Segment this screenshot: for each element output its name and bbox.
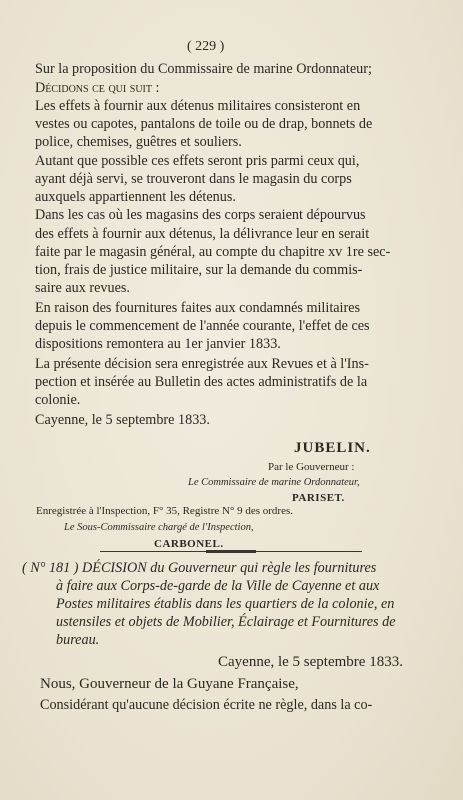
text-line-11: faite par le magasin général, au compte du chapitre xv 1re sec-: [35, 244, 391, 260]
decision-title-line-5: bureau.: [56, 632, 100, 648]
decision-title-line-1: ( N° 181 ) DÉCISION du Gouverneur qui règle les fournitures: [22, 560, 377, 576]
nous-line: Nous, Gouverneur de la Guyane Française,: [40, 676, 299, 692]
text-line-16: dispositions remontera au 1er janvier 1833.: [35, 336, 281, 352]
text-line-13: saire aux revues.: [35, 280, 130, 296]
text-line-10: des effets à fournir aux détenus, la délivrance leur en serait: [35, 226, 370, 242]
text-line-7: ayant déjà servi, se trouveront dans le magasin du corps: [35, 171, 352, 187]
text-line-15: depuis le commencement de l'année courante, l'effet de ces: [35, 318, 370, 334]
commissaire-name: PARISET.: [292, 492, 345, 504]
signature-name: JUBELIN.: [294, 440, 371, 456]
section-divider: [100, 551, 362, 552]
text-line-3: Les effets à fournir aux détenus militaires consisteront en: [35, 98, 361, 114]
decision-title-line-2: à faire aux Corps-de-garde de la Ville de Cayenne et aux: [56, 578, 380, 594]
sous-commissaire-title: Le Sous-Commissaire chargé de l'Inspection,: [64, 522, 254, 533]
text-line-12: tion, frais de justice militaire, sur la demande du commis-: [35, 262, 363, 278]
sous-commissaire-name: CARBONEL.: [154, 538, 224, 550]
considerant-line: Considérant qu'aucune décision écrite ne règle, dans la co-: [40, 697, 373, 713]
commissaire-title: Le Commissaire de marine Ordonnateur,: [188, 477, 360, 488]
text-line-17: La présente décision sera enregistrée aux Revues et à l'Ins-: [35, 356, 369, 372]
text-line-5: police, chemises, guêtres et souliers.: [35, 134, 242, 150]
text-line-6: Autant que possible ces effets seront pris parmi ceux qui,: [35, 153, 360, 169]
text-line-20: Cayenne, le 5 septembre 1833.: [35, 412, 210, 428]
by-governor: Par le Gouverneur :: [268, 461, 355, 473]
text-line-18: pection et insérée au Bulletin des actes administratifs de la: [35, 374, 368, 390]
decision-date: Cayenne, le 5 septembre 1833.: [218, 654, 403, 670]
text-line-8: auxquels appartiennent les détenus.: [35, 189, 236, 205]
text-line-9: Dans les cas où les magasins des corps seraient dépourvus: [35, 207, 366, 223]
text-line-1: Sur la proposition du Commissaire de marine Ordonnateur;: [35, 61, 372, 77]
text-line-19: colonie.: [35, 392, 81, 408]
decision-title-line-3: Postes militaires établis dans les quartiers de la colonie, en: [56, 596, 395, 612]
text-line-4: vestes ou capotes, pantalons de toile ou de drap, bonnets de: [35, 116, 373, 132]
text-line-14: En raison des fournitures faites aux condamnés militaires: [35, 300, 361, 316]
page-number: ( 229 ): [187, 39, 225, 54]
text-line-2: Décidons ce qui suit :: [35, 80, 160, 96]
registration-line: Enregistrée à l'Inspection, F° 35, Registre N° 9 des ordres.: [36, 505, 293, 517]
decision-title-line-4: ustensiles et objets de Mobilier, Éclairage et Fournitures de: [56, 614, 396, 630]
